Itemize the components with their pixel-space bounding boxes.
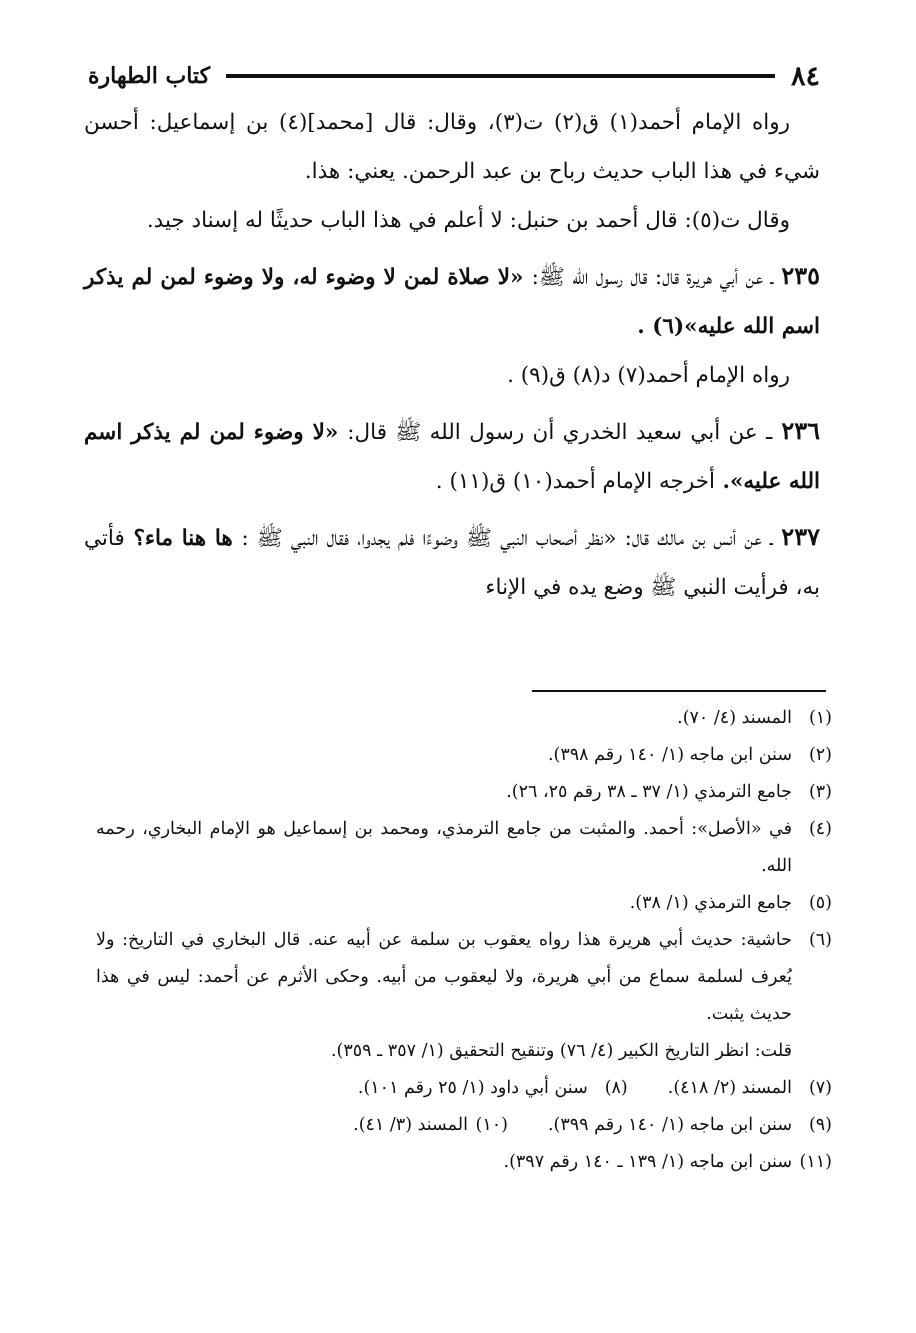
hadith-235 [84, 251, 820, 351]
footnote [96, 774, 832, 811]
paragraph-narration: رواه الإمام أحمد(١) ق(٢) ت(٣)، وقال: قال [محمد](٤) بن إسماعيل: أحسن شيء في هذا الباب حديث رباح بن عبد الرحمن. يعني: هذا. [84, 110, 820, 184]
footnote-text: المسند (٢/ ٤١٨). [667, 1078, 792, 1098]
hadith-number: ٢٣٧ [781, 522, 820, 551]
hadith-continuation: فأتي به، فرأيت النبي ﷺ وضع يده في الإناء [84, 526, 820, 600]
hadith-intro: ـ عن أبي سعيد الخدري أن رسول الله ﷺ قال: [347, 420, 773, 445]
footnote-label: (٧) [808, 1078, 832, 1098]
footnote-row [96, 1070, 832, 1107]
footnotes [96, 700, 832, 1181]
footnote [668, 1070, 832, 1107]
book-title: كتاب الطهارة [88, 63, 211, 89]
footnote-text: حاشية: حديث أبي هريرة هذا رواه يعقوب بن سلمة عن أبيه عنه. قال البخاري في التاريخ: ولا يُعرف لسلمة سماع من أبي هريرة، ولا ليعقوب من أبيه. وحكى الأثرم عن أحمد: ليس في هذا حديث يثبت. [96, 930, 792, 1024]
footnote [504, 1144, 832, 1181]
hadith-source: رواه الإمام أحمد(٧) د(٨) ق(٩) . [507, 363, 790, 388]
footnote [353, 1107, 508, 1144]
footnote-label: (٣) [808, 782, 832, 802]
footnote [358, 1070, 628, 1107]
footnote-label: (١) [808, 708, 832, 728]
footnote-text: جامع الترمذي (١/ ٣٨). [629, 893, 792, 913]
footnote-label: (٤) [808, 819, 832, 839]
hadith-quote: ها هنا ماء؟ [133, 526, 233, 551]
hadith-text: «لا صلاة لمن لا وضوء له، ولا وضوء لمن لم يذكر اسم الله عليه»(٦) . [84, 265, 820, 339]
footnote-row [96, 1107, 832, 1144]
footnote-label: (٢) [808, 745, 832, 765]
hadith-intro: ـ عن أبي هريرة قال: قال رسول الله ﷺ: [531, 265, 774, 290]
footnote [96, 700, 832, 737]
footnote-text: سنن ابن ماجه (١/ ١٣٩ ـ ١٤٠ رقم ٣٩٧). [503, 1152, 792, 1172]
footnote [96, 922, 832, 1033]
footnote-label: (٦) [808, 930, 832, 950]
hadith-intro: ـ عن أنس بن مالك قال: «نظر أصحاب النبي ﷺ وضوءًا فلم يجدوا، فقال النبي ﷺ : [241, 526, 773, 551]
footnote-text: المسند (٣/ ٤١). [353, 1115, 468, 1135]
footnote-label: (٩) [808, 1115, 832, 1135]
footnote-label: (٨) [604, 1078, 628, 1098]
footnote-text: سنن أبي داود (١/ ٢٥ رقم ١٠١). [357, 1078, 588, 1098]
paragraph-tirmidhi: وقال ت(٥): قال أحمد بن حنبل: لا أعلم في هذا الباب حديثًا له إسناد جيد. [146, 208, 790, 233]
hadith-source: أخرجه الإمام أحمد(١٠) ق(١١) . [435, 469, 715, 494]
footnote-separator [532, 690, 826, 692]
hadith-text: «لا وضوء لمن لم يذكر اسم الله عليه». [84, 420, 820, 494]
footnote-text: جامع الترمذي (١/ ٣٧ ـ ٣٨ رقم ٢٥، ٢٦). [506, 782, 792, 802]
page-number: ٨٤ [790, 60, 820, 92]
hadith-236 [84, 406, 820, 506]
footnote-text: في «الأصل»: أحمد. والمثبت من جامع الترمذي، ومحمد بن إسماعيل هو الإمام البخاري، رحمه الله. [96, 819, 792, 876]
footnote-label: (٥) [808, 893, 832, 913]
footnote-text: سنن ابن ماجه (١/ ١٤٠ رقم ٣٩٨). [547, 745, 792, 765]
footnote-6-note: قلت: انظر التاريخ الكبير (٤/ ٧٦) وتنقيح التحقيق (١/ ٣٥٧ ـ ٣٥٩). [330, 1041, 792, 1061]
footnote-list [96, 700, 832, 1033]
footnote-text: سنن ابن ماجه (١/ ١٤٠ رقم ٣٩٩). [547, 1115, 792, 1135]
header-rule [226, 74, 775, 78]
footnote-text: المسند (٤/ ٧٠). [677, 708, 792, 728]
main-text [84, 98, 820, 612]
footnote [96, 811, 832, 885]
footnote-row [96, 1144, 832, 1181]
footnote [96, 885, 832, 922]
footnote [548, 1107, 832, 1144]
hadith-237 [84, 512, 820, 612]
footnote [96, 737, 832, 774]
hadith-number: ٢٣٥ [781, 261, 820, 290]
page-header [88, 56, 820, 96]
hadith-number: ٢٣٦ [781, 416, 820, 445]
footnote-label: (١٠) [475, 1115, 508, 1135]
footnote-label: (١١) [799, 1152, 832, 1172]
